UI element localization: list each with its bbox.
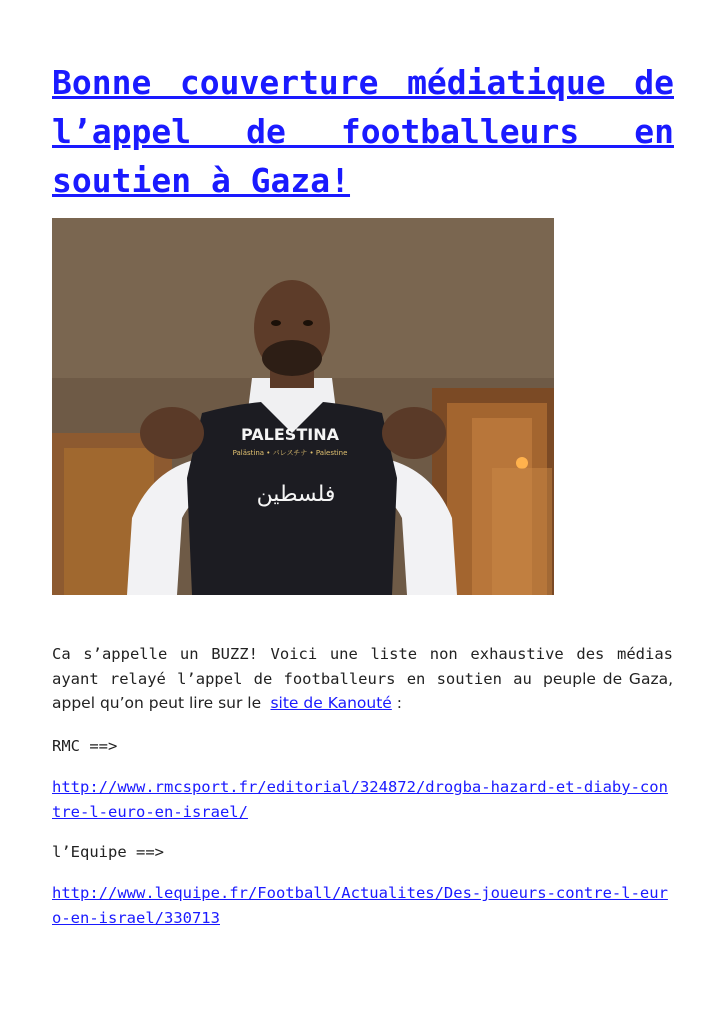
article-title	[52, 58, 674, 205]
source-label-rmc: RMC ==>	[52, 737, 118, 755]
article-photo	[52, 218, 554, 595]
source-link-lequipe[interactable]: http://www.lequipe.fr/Football/Actualites/Des-joueurs-contre-l-euro-en-israel/330713	[52, 884, 668, 927]
article-title-link[interactable]: Bonne couverture médiatique de l’appel de footballeurs en soutien à Gaza!	[52, 63, 674, 200]
kanoute-site-link[interactable]: site de Kanouté	[270, 694, 392, 712]
player-photo-illustration	[52, 218, 554, 595]
intro-paragraph	[52, 642, 673, 716]
source-url-lequipe-wrapper	[52, 881, 673, 930]
jersey-arabic: فلسطين	[256, 482, 336, 507]
source-url-rmc-wrapper	[52, 775, 673, 824]
intro-text-3: :	[391, 694, 402, 712]
source-label-lequipe: l’Equipe ==>	[52, 843, 164, 861]
jersey-subline: Palästina • パレスチナ • Palestine	[232, 449, 348, 457]
source-link-rmc[interactable]: http://www.rmcsport.fr/editorial/324872/drogba-hazard-et-diaby-contre-l-euro-en-israel/	[52, 778, 668, 821]
intro-text-2: peuple de Gaza, appel qu’on peut lire sur le	[52, 669, 674, 712]
jersey-word: PALESTINA	[241, 425, 339, 444]
intro-text-1: Ca s’appelle un BUZZ! Voici une liste non exhaustive des médias ayant relayé l’appel de footballeurs en soutien au	[52, 645, 673, 688]
